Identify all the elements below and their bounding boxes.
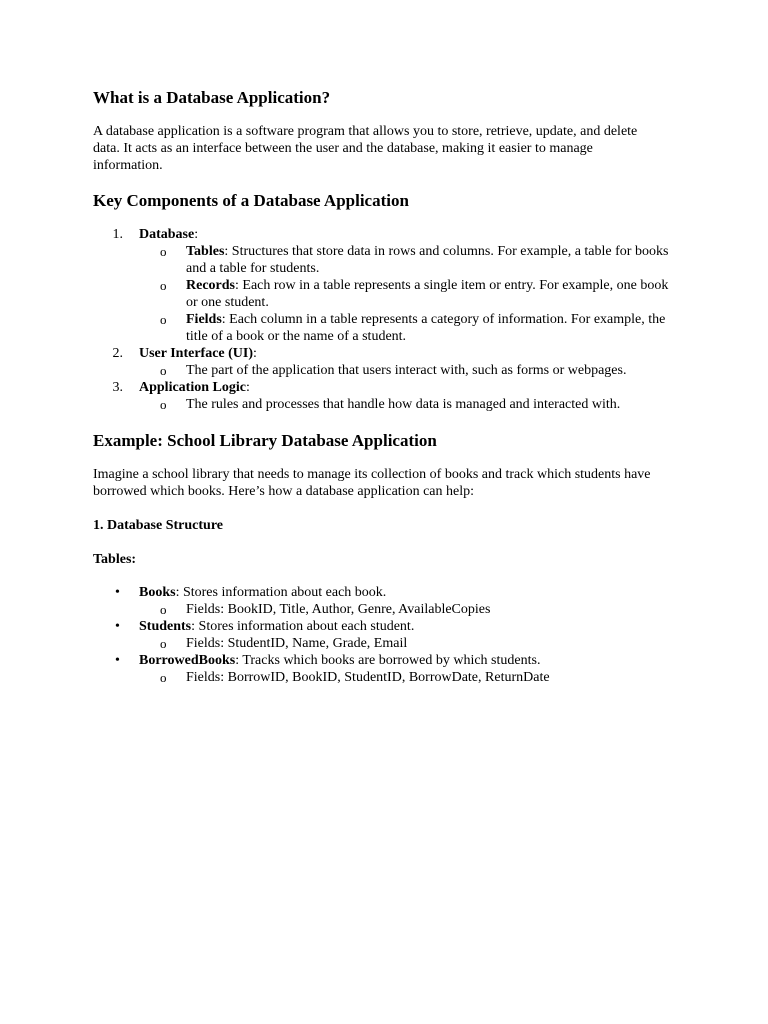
list-number: 3. [112,380,123,395]
heading-what-is-database-application: What is a Database Application? [93,88,331,107]
list-number: 2. [112,346,123,361]
list-item-text [139,379,250,396]
example-intro-paragraph: Imagine a school library that needs to manage its collection of books and track which students have borrowed which books. Here’s how a database application can help: [93,467,651,499]
sub-bullet-icon: o [160,244,167,259]
heading-key-components: Key Components of a Database Application [93,191,409,210]
sub-term: Records [186,278,235,293]
list-number: 1. [112,227,123,242]
list-item [93,618,693,635]
list-item-suffix: : [253,346,257,361]
table-desc: : Stores information about each book. [175,585,387,600]
sub-bullet-icon: o [160,312,167,327]
bullet-icon: • [115,619,120,634]
bullet-icon: • [115,653,120,668]
table-desc: : Stores information about each student. [191,619,415,634]
list-item-suffix: : [245,380,250,395]
list-item [93,652,693,669]
sub-desc: : Each row in a table represents a single item or entry. For example, one book or one student. [186,278,669,310]
list-item [93,584,693,601]
table-name: BorrowedBooks [139,653,236,668]
table-desc: : Tracks which books are borrowed by which students. [235,653,541,668]
list-item-text [139,345,257,362]
table-fields: Fields: StudentID, Name, Grade, Email [186,636,408,651]
list-item-text [139,226,198,243]
sub-bullet-icon: o [160,278,167,293]
list-item [93,226,693,243]
heading-example: Example: School Library Database Application [93,431,437,450]
list-item [93,345,693,362]
sub-list-item-text [186,277,676,311]
list-item [93,379,693,396]
list-item-title: Database [139,227,195,242]
sub-term: Tables [186,244,225,259]
sub-bullet-icon: o [160,636,167,651]
sub-bullet-icon: o [160,670,167,685]
sub-list-item-text [186,243,676,277]
table-name: Students [139,619,192,634]
table-fields: Fields: BorrowID, BookID, StudentID, BorrowDate, ReturnDate [186,670,550,685]
table-name: Books [139,585,176,600]
bullet-icon: • [115,585,120,600]
sub-list-item-text: The rules and processes that handle how data is managed and interacted with. [186,397,621,412]
table-fields: Fields: BookID, Title, Author, Genre, AvailableCopies [186,602,491,617]
list-item-text [139,618,414,635]
sub-bullet-icon: o [160,397,167,412]
section-database-structure: 1. Database Structure [93,518,224,533]
sub-desc: : Each column in a table represents a category of information. For example, the title of a book or the name of a student. [186,312,666,344]
sub-bullet-icon: o [160,363,167,378]
sub-term: Fields [186,312,222,327]
tables-label: Tables: [93,552,137,567]
sub-list-item-text: The part of the application that users interact with, such as forms or webpages. [186,363,627,378]
list-item-suffix: : [194,227,199,242]
sub-bullet-icon: o [160,602,167,617]
intro-paragraph: A database application is a software program that allows you to store, retrieve, update, and delete data. It acts as an interface between the user and the database, making it easier to manage information. [93,124,638,173]
sub-desc: : Structures that store data in rows and columns. For example, a table for books and a table for students. [186,244,669,276]
list-item-title: Application Logic [139,380,246,395]
list-item-text [139,584,386,601]
sub-list-item-text [186,311,676,345]
list-item-text [139,652,540,669]
list-item-title: User Interface (UI) [139,346,254,361]
